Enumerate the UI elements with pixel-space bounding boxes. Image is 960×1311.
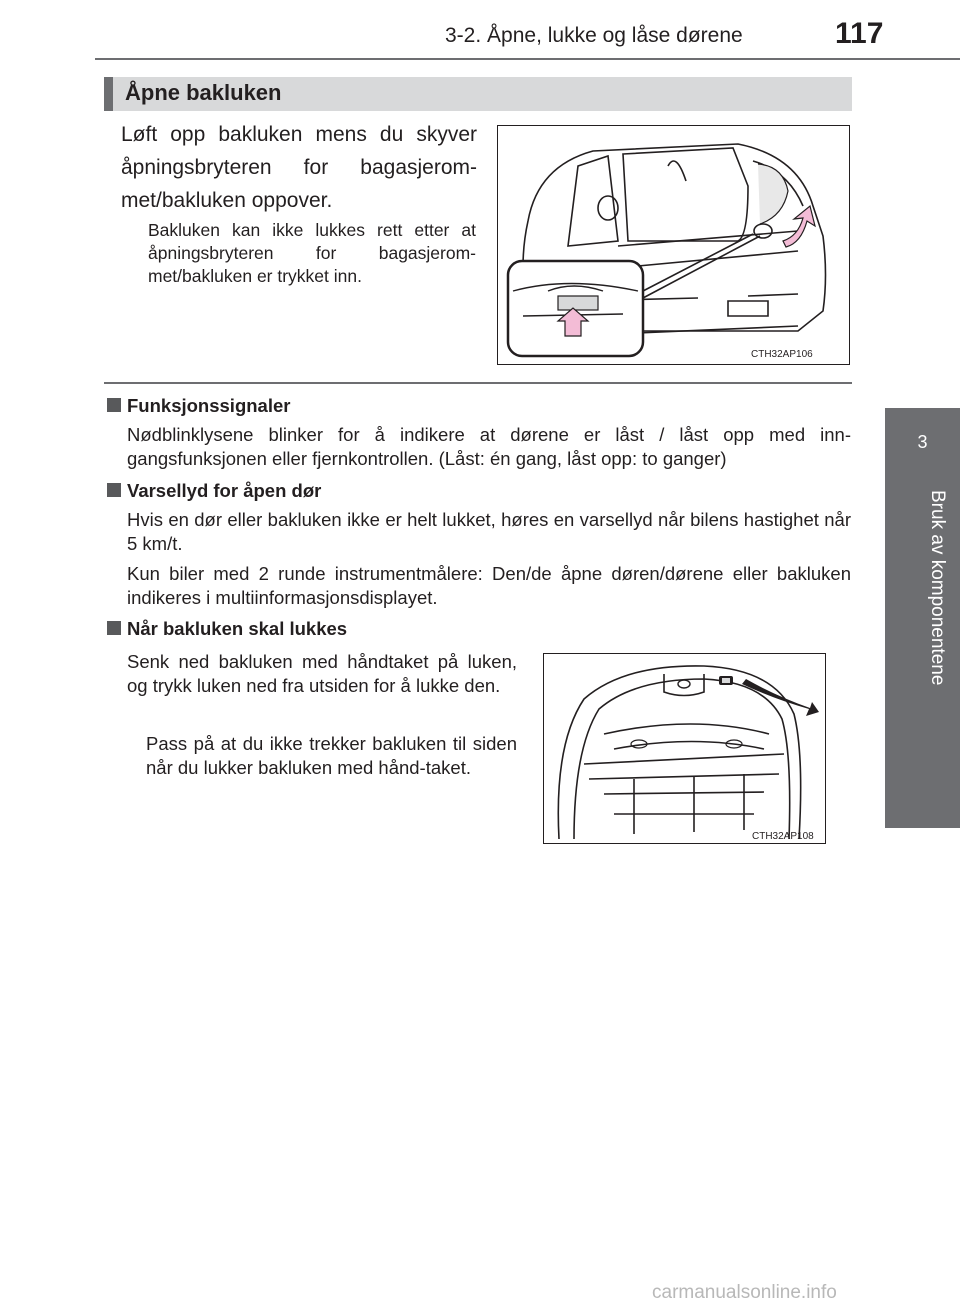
figure-open-tailgate <box>497 125 850 365</box>
chapter-title: Bruk av komponentene <box>927 490 948 686</box>
open-tailgate-illustration <box>544 654 826 844</box>
section-divider <box>104 382 852 384</box>
section-title: Åpne bakluken <box>125 80 282 105</box>
open-instruction: Løft opp bakluken mens du skyver åpningsbryteren for bagasjerom-met/bakluken oppover. <box>121 123 477 212</box>
running-header-title: 3-2. Åpne, lukke og låse dørene <box>445 24 743 47</box>
item-heading-door-warning: Varsellyd for åpen dør <box>107 480 321 502</box>
figure-code: CTH32AP108 <box>752 831 814 842</box>
closing-note: Pass på at du ikke trekker bakluken til siden når du lukker bakluken med hånd-taket. <box>146 733 517 778</box>
item-text-meters: Kun biler med 2 runde instrumentmålere: Den/de åpne døren/dørene eller bakluken indikeres i multiinformasjonsdisplayet. <box>127 563 851 608</box>
chapter-number: 3 <box>917 432 928 452</box>
closing-instruction: Senk ned bakluken med håndtaket på luken, og trykk luken ned fra utsiden for å lukke den. <box>127 651 517 696</box>
square-bullet-icon <box>107 483 121 497</box>
item-heading-closing: Når bakluken skal lukkes <box>107 618 347 640</box>
section-heading-bar <box>104 77 113 111</box>
figure-close-tailgate <box>543 653 826 844</box>
item-text-door-warning: Hvis en dør eller bakluken ikke er helt lukket, høres en varsellyd når bilens hastighet når 5 km/t. <box>127 509 851 554</box>
item-heading-signals: Funksjonssignaler <box>107 395 290 417</box>
car-rear-illustration <box>498 126 850 365</box>
watermark: carmanualsonline.info <box>652 1282 837 1303</box>
square-bullet-icon <box>107 398 121 412</box>
item-text-signals: Nødblinklysene blinker for å indikere at dørene er låst / låst opp med inn-gangsfunksjonen eller fjernkontrollen. (Låst: én gang, låst opp: to ganger) <box>127 424 851 469</box>
header-rule <box>95 58 960 60</box>
chapter-tab <box>885 408 960 828</box>
open-note: Bakluken kan ikke lukkes rett etter at åpningsbryteren for bagasjerom-met/bakluken er trykket inn. <box>148 220 476 286</box>
page-number: 117 <box>835 17 884 50</box>
square-bullet-icon <box>107 621 121 635</box>
figure-code: CTH32AP106 <box>751 349 813 360</box>
